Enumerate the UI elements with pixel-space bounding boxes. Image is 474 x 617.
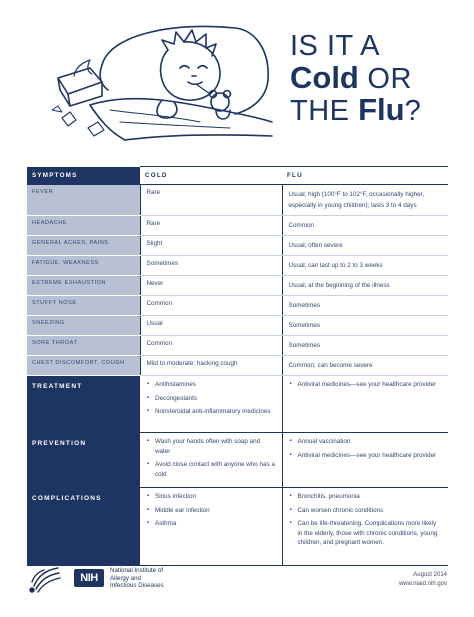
title-line-1: IS IT A <box>290 30 381 62</box>
table-row <box>27 216 448 236</box>
cold-value: Common <box>140 296 282 316</box>
flu-value: Usual; can last up to 2 to 3 weeks <box>282 256 448 276</box>
complications-cold <box>140 488 282 566</box>
title-line-2 <box>290 62 470 94</box>
nih-logo: NIH <box>74 569 104 587</box>
complications-cold-list <box>146 492 276 529</box>
symptom-name: EXTREME EXHAUSTION <box>27 276 140 296</box>
table-row <box>27 236 448 256</box>
table-row <box>27 316 448 336</box>
publication-date: August 2014 <box>413 572 447 578</box>
treatment-flu <box>282 376 448 433</box>
title <box>290 30 470 126</box>
list-item: ▪ Can be life-threatening. Complications more likely in the elderly, those with chronic conditions, young children, and pregnant women. <box>289 519 443 548</box>
cold-value: Usual <box>140 316 282 336</box>
hhs-eagle-logo <box>28 562 64 594</box>
flu-value: Usual; often severe <box>282 236 448 256</box>
complications-flu-list <box>289 492 443 548</box>
symptoms-column-header: SYMPTOMS <box>27 167 140 185</box>
list-item: ▪ Annual vaccination <box>289 437 443 447</box>
table-row <box>27 185 448 216</box>
symptom-name: FEVER <box>27 185 140 216</box>
footer-info <box>399 571 447 588</box>
complications-row <box>27 488 448 566</box>
title-line-3 <box>290 94 470 126</box>
flu-value: Sometimes <box>282 316 448 336</box>
complications-label: COMPLICATIONS <box>27 488 140 566</box>
table-row <box>27 336 448 356</box>
list-item: ▪ Avoid close contact with anyone who has a cold <box>146 460 276 479</box>
prevention-cold-list <box>146 437 276 479</box>
comparison-table <box>27 166 448 566</box>
title-cold: Cold <box>290 60 359 95</box>
list-item: ▪ Bronchitis, pneumonia <box>289 492 443 502</box>
symptom-name: FATIGUE, WEAKNESS <box>27 256 140 276</box>
treatment-flu-list <box>289 380 443 390</box>
institute-name <box>110 567 210 590</box>
footer-logos <box>28 562 198 594</box>
cold-value: Slight <box>140 236 282 256</box>
list-item: ▪ Antiviral medicines—see your healthcare provider <box>289 380 443 390</box>
symptom-name: STUFFY NOSE <box>27 296 140 316</box>
prevention-cold <box>140 433 282 488</box>
cold-value: Never <box>140 276 282 296</box>
symptom-name: SNEEZING <box>27 316 140 336</box>
cold-value: Rare <box>140 185 282 216</box>
symptom-name: GENERAL ACHES, PAINS <box>27 236 140 256</box>
symptom-name: HEADACHE <box>27 216 140 236</box>
list-item: ▪ Wash your hands often with soap and water <box>146 437 276 456</box>
list-item: ▪ Decongestants <box>146 394 276 404</box>
list-item: ▪ Nonsteroidal anti-inflammatory medicines <box>146 407 276 417</box>
prevention-flu <box>282 433 448 488</box>
table-row <box>27 256 448 276</box>
list-item: ▪ Middle ear infection <box>146 506 276 516</box>
prevention-flu-list <box>289 437 443 460</box>
cold-value: Common <box>140 336 282 356</box>
title-flu: Flu <box>358 92 405 127</box>
flu-value: Usual; at the beginning of the illness <box>282 276 448 296</box>
prevention-row <box>27 433 448 488</box>
cold-column-header: COLD <box>140 167 282 185</box>
cold-value: Rare <box>140 216 282 236</box>
cold-value: Sometimes <box>140 256 282 276</box>
institute-name-line: National Institute of <box>110 567 163 574</box>
title-the: THE <box>290 95 359 127</box>
cold-value: Mild to moderate; hacking cough <box>140 356 282 376</box>
table-row <box>27 356 448 376</box>
list-item: ▪ Asthma <box>146 519 276 529</box>
flu-value: Sometimes <box>282 296 448 316</box>
sick-child-illustration <box>50 10 280 145</box>
institute-name-line: Infectious Diseases <box>110 582 164 589</box>
complications-flu <box>282 488 448 566</box>
institute-name-line: Allergy and <box>110 574 141 582</box>
symptom-name: SORE THROAT <box>27 336 140 356</box>
flu-value: Usual; high (100°F to 102°F, occasionally higher, especially in young children); lasts 3 to 4 days <box>282 185 448 216</box>
flu-value: Common <box>282 216 448 236</box>
treatment-label: TREATMENT <box>27 376 140 433</box>
flu-column-header: FLU <box>282 167 448 185</box>
title-or: OR <box>358 63 412 95</box>
symptom-name: CHEST DISCOMFORT, COUGH <box>27 356 140 376</box>
treatment-row <box>27 376 448 433</box>
website-url: www.niaid.nih.gov <box>398 580 447 587</box>
list-item: ▪ Can worsen chronic conditions <box>289 506 443 516</box>
flu-value: Common; can become severe <box>282 356 448 376</box>
title-question-mark: ? <box>404 95 422 127</box>
list-item: ▪ Antiviral medicines—see your healthcare provider <box>289 451 443 461</box>
table-row <box>27 276 448 296</box>
list-item: ▪ Antihistamines <box>146 380 276 390</box>
flu-value: Sometimes <box>282 336 448 356</box>
treatment-cold <box>140 376 282 433</box>
treatment-cold-list <box>146 380 276 417</box>
table-header-row <box>27 167 448 185</box>
list-item: ▪ Sinus infection <box>146 492 276 502</box>
table-row <box>27 296 448 316</box>
prevention-label: PREVENTION <box>27 433 140 488</box>
